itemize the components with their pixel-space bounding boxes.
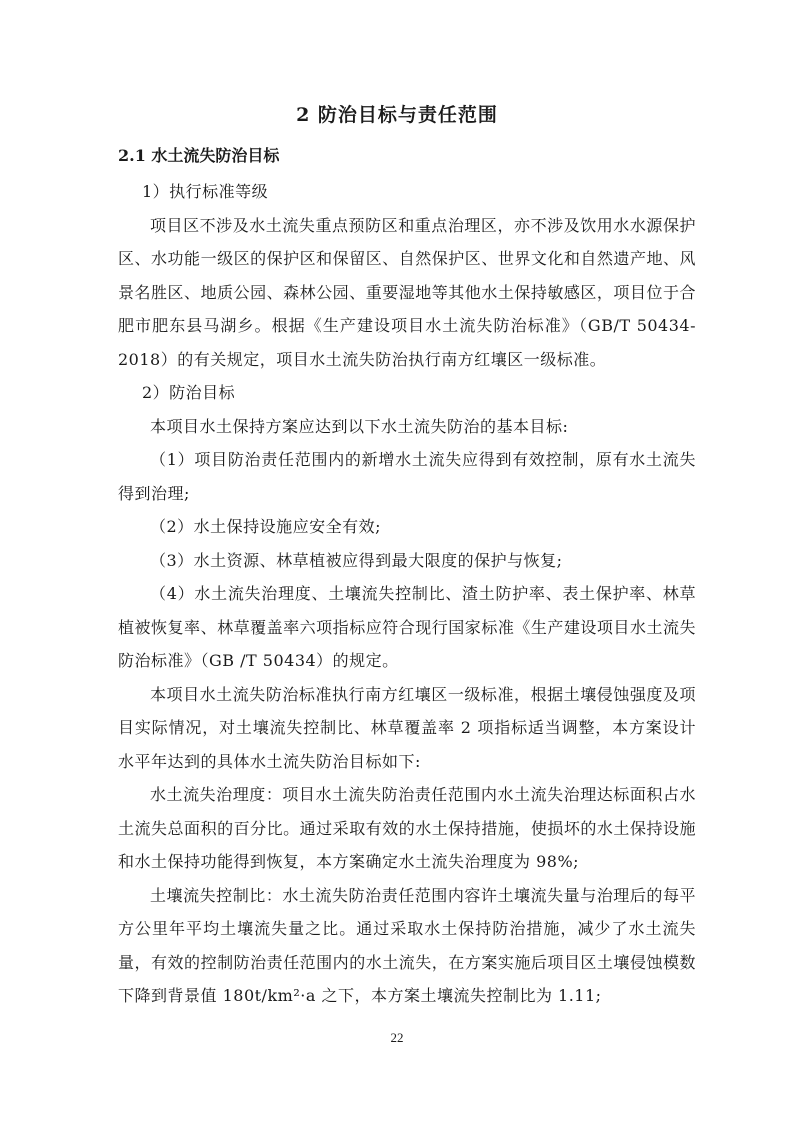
target-item-4: （4）水土流失治理度、土壤流失控制比、渣土防护率、表土保护率、林草植被恢复率、林草覆盖率六项指标应符合现行国家标准《生产建设项目水土流失防治标准》（GB /T 50434）的规定。 — [118, 584, 696, 670]
target-item-2: （2）水土保持设施应安全有效; — [150, 517, 382, 536]
item-heading-standard-level: 1）执行标准等级 — [142, 182, 269, 201]
paragraph-treatment-degree: 水土流失治理度：项目水土流失防治责任范围内水土流失治理达标面积占水土流失总面积的百分比。通过采取有效的水土保持措施，使损坏的水土保持设施和水土保持功能得到恢复，本方案确定水土流失治理度为 98%; — [118, 785, 696, 871]
body-text — [118, 175, 696, 1013]
page-number: 22 — [390, 1030, 404, 1045]
paragraph-standard-adjustment: 本项目水土流失防治标准执行南方红壤区一级标准，根据土壤侵蚀强度及项目实际情况，对土壤流失控制比、林草覆盖率 2 项指标适当调整，本方案设计水平年达到的具体水土流失防治目标如下: — [118, 684, 696, 771]
paragraph-standard-level: 项目区不涉及水土流失重点预防区和重点治理区，亦不涉及饮用水水源保护区、水功能一级区的保护区和保留区、自然保护区、世界文化和自然遗产地、风景名胜区、地质公园、森林公园、重要湿地等其他水土保持敏感区，项目位于合肥市肥东县马湖乡。根据《生产建设项目水土流失防治标准》（GB/T 50434-2018）的有关规定，项目水土流失防治执行南方红壤区一级标准。 — [118, 215, 696, 369]
paragraph-soil-loss-ratio: 土壤流失控制比：水土流失防治责任范围内容许土壤流失量与治理后的每平方公里年平均土壤流失量之比。通过采取水土保持防治措施，减少了水土流失量，有效的控制防治责任范围内的水土流失，在方案实施后项目区土壤侵蚀模数下降到背景值 180t/km²·a 之下，本方案土壤流失控制比为 1.11; — [118, 885, 696, 1005]
target-item-1: （1）项目防治责任范围内的新增水土流失应得到有效控制，原有水土流失得到治理; — [118, 450, 696, 503]
chapter-title: 2 防治目标与责任范围 — [296, 104, 498, 126]
paragraph-targets-intro: 本项目水土保持方案应达到以下水土流失防治的基本目标: — [150, 416, 569, 436]
target-item-3: （3）水土资源、林草植被应得到最大限度的保护与恢复; — [150, 550, 563, 570]
section-heading: 2.1 水土流失防治目标 — [118, 146, 280, 165]
item-heading-targets: 2）防治目标 — [142, 383, 236, 402]
